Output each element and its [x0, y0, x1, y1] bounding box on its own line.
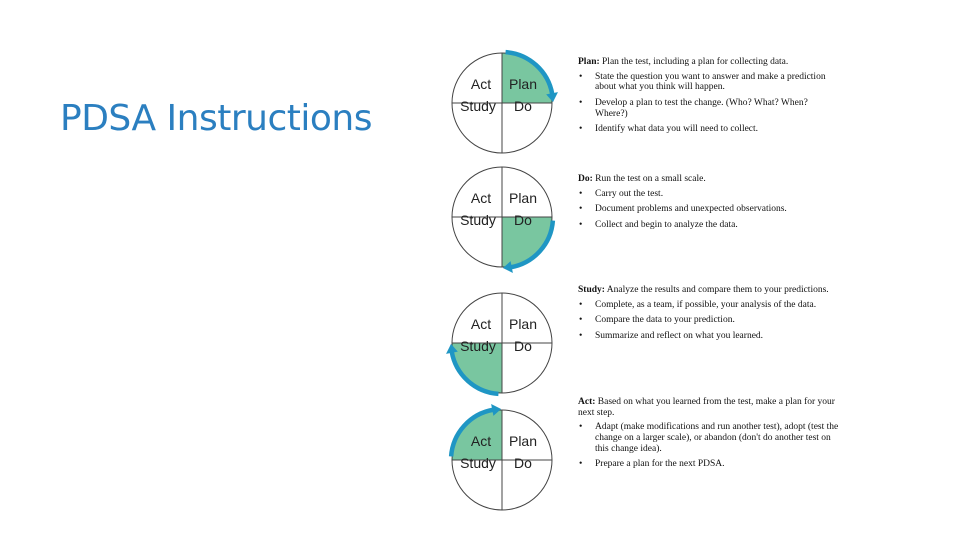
- step-bullet: • Complete, as a team, if possible, your analysis of the data.: [578, 300, 840, 311]
- step-bullet: • Collect and begin to analyze the data.: [578, 220, 840, 231]
- step-panel-do: [578, 174, 840, 236]
- pdsa-cycle-svg: [442, 400, 562, 520]
- pdsa-cycle-svg: [442, 157, 562, 277]
- quadrant-label-plan: Plan: [508, 433, 538, 449]
- pdsa-cycle-plan: [442, 43, 562, 163]
- quadrant-label-plan: Plan: [508, 316, 538, 332]
- quadrant-label-act: Act: [470, 76, 492, 92]
- step-heading: Plan: Plan the test, including a plan for collecting data.: [578, 57, 789, 67]
- quadrant-label-act: Act: [470, 433, 492, 449]
- pdsa-cycle-do: [442, 157, 562, 277]
- step-panel-act: [578, 397, 840, 475]
- pdsa-cycle-svg: [442, 283, 562, 403]
- quadrant-label-study: Study: [460, 212, 496, 228]
- step-heading: Act: Based on what you learned from the test, make a plan for your next step.: [578, 397, 835, 418]
- step-panel-study: [578, 285, 840, 347]
- page-title: PDSA Instructions: [60, 98, 372, 139]
- quadrant-label-study: Study: [460, 98, 496, 114]
- step-bullet: • Compare the data to your prediction.: [578, 315, 840, 326]
- step-bullet: • State the question you want to answer and make a prediction about what you think will happen.: [578, 72, 840, 93]
- step-bullet: • Prepare a plan for the next PDSA.: [578, 459, 840, 470]
- step-bullet: • Carry out the test.: [578, 189, 840, 200]
- step-bullet: • Summarize and reflect on what you learned.: [578, 331, 840, 342]
- step-bullet: • Identify what data you will need to collect.: [578, 124, 840, 135]
- step-bullet: • Document problems and unexpected observations.: [578, 204, 840, 215]
- pdsa-cycle-study: [442, 283, 562, 403]
- quadrant-label-do: Do: [514, 98, 532, 114]
- step-bullet: • Adapt (make modifications and run another test), adopt (test the change on a larger scale), or abandon (don't do another test on this change idea).: [578, 422, 840, 454]
- step-heading: Study: Analyze the results and compare them to your predictions.: [578, 285, 829, 295]
- quadrant-label-act: Act: [470, 190, 492, 206]
- step-heading: Do: Run the test on a small scale.: [578, 174, 706, 184]
- quadrant-label-do: Do: [514, 338, 532, 354]
- pdsa-cycle-act: [442, 400, 562, 520]
- quadrant-label-study: Study: [460, 338, 496, 354]
- quadrant-label-do: Do: [514, 212, 532, 228]
- quadrant-label-plan: Plan: [508, 190, 538, 206]
- step-panel-plan: [578, 57, 840, 140]
- pdsa-cycle-svg: [442, 43, 562, 163]
- quadrant-label-plan: Plan: [508, 76, 538, 92]
- quadrant-label-do: Do: [514, 455, 532, 471]
- quadrant-label-act: Act: [470, 316, 492, 332]
- step-bullet: • Develop a plan to test the change. (Who? What? When? Where?): [578, 98, 840, 119]
- quadrant-label-study: Study: [460, 455, 496, 471]
